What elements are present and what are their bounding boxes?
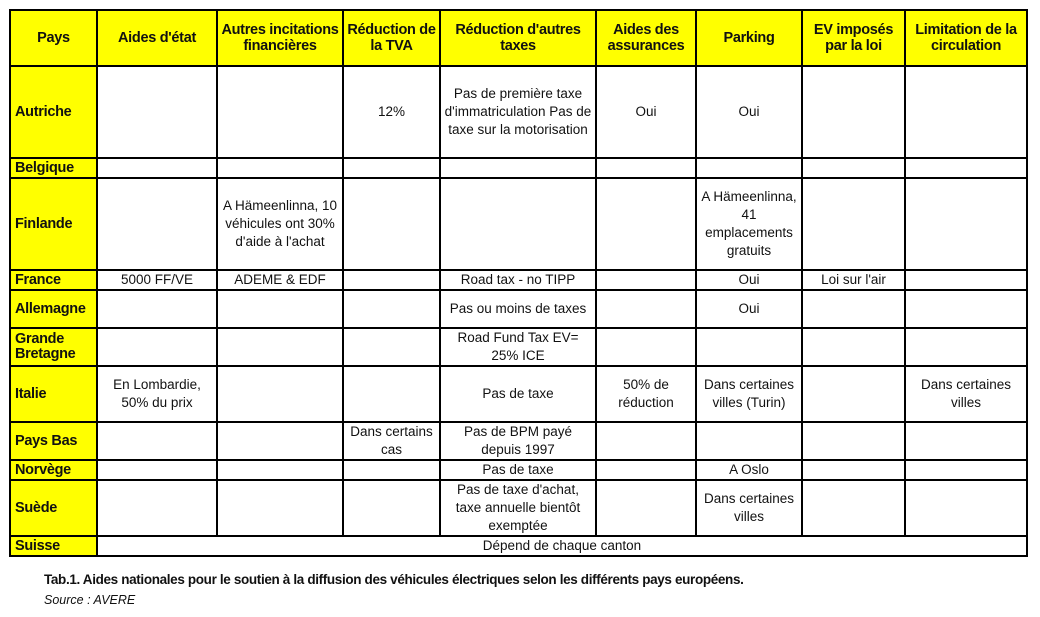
data-cell: A Oslo [696,460,802,480]
table-row [10,158,1027,178]
data-cell: Pas ou moins de taxes [440,290,596,328]
data-cell [696,328,802,366]
table-caption: Tab.1. Aides nationales pour le soutien à la diffusion des véhicules électriques selon les différents pays européens. [44,572,744,587]
table-row [10,66,1027,158]
data-cell [802,158,905,178]
table-row [10,290,1027,328]
data-cell [343,158,440,178]
data-cell [905,290,1027,328]
data-cell [905,480,1027,536]
data-cell [343,178,440,270]
header-cell: Pays [10,10,97,66]
country-cell: Suisse [10,536,97,556]
data-cell: Pas de taxe [440,460,596,480]
incentives-table [9,9,1028,557]
country-cell: Autriche [10,66,97,158]
data-cell: En Lombardie, 50% du prix [97,366,217,422]
data-cell [696,158,802,178]
table-row [10,178,1027,270]
data-cell [217,66,343,158]
data-cell [905,422,1027,460]
header-cell: Réduction de la TVA [343,10,440,66]
data-cell: Pas de BPM payé depuis 1997 [440,422,596,460]
country-cell: Suède [10,480,97,536]
data-cell [217,422,343,460]
data-cell [97,422,217,460]
data-cell [343,328,440,366]
data-cell [97,480,217,536]
data-cell: Road tax - no TIPP [440,270,596,290]
header-cell: Réduction d'autres taxes [440,10,596,66]
data-cell [97,66,217,158]
data-cell [905,460,1027,480]
data-cell: 5000 FF/VE [97,270,217,290]
data-cell [596,480,696,536]
data-cell [802,290,905,328]
header-cell: Aides des assurances [596,10,696,66]
data-cell [97,290,217,328]
data-cell [596,422,696,460]
data-cell [802,460,905,480]
data-cell [905,66,1027,158]
data-cell: Oui [696,66,802,158]
data-cell: Pas de première taxe d'immatriculation Pas de taxe sur la motorisation [440,66,596,158]
data-cell [905,328,1027,366]
table-row [10,422,1027,460]
table-row [10,328,1027,366]
data-cell [343,366,440,422]
data-cell [802,66,905,158]
data-cell: 50% de réduction [596,366,696,422]
data-cell [97,328,217,366]
country-cell: Allemagne [10,290,97,328]
data-cell: Dans certaines villes [696,480,802,536]
country-cell: Grande Bretagne [10,328,97,366]
data-cell [596,178,696,270]
data-cell: Pas de taxe [440,366,596,422]
data-cell [440,158,596,178]
data-cell: A Hämeenlinna, 41 emplacements gratuits [696,178,802,270]
country-cell: Pays Bas [10,422,97,460]
data-cell [97,460,217,480]
country-cell: France [10,270,97,290]
data-cell [440,178,596,270]
data-cell [343,480,440,536]
data-cell [217,158,343,178]
header-cell: Limitation de la circulation [905,10,1027,66]
data-cell [97,158,217,178]
data-cell [596,460,696,480]
data-cell [802,366,905,422]
data-cell: Loi sur l'air [802,270,905,290]
table-row [10,366,1027,422]
data-cell [905,158,1027,178]
data-cell [343,290,440,328]
data-cell [217,328,343,366]
data-cell [596,328,696,366]
header-cell: Parking [696,10,802,66]
data-cell: Pas de taxe d'achat, taxe annuelle bientôt exemptée [440,480,596,536]
data-cell [802,328,905,366]
data-cell: 12% [343,66,440,158]
data-cell [217,290,343,328]
data-cell [596,290,696,328]
country-cell: Italie [10,366,97,422]
data-cell [802,178,905,270]
data-cell [905,270,1027,290]
header-cell: Autres incitations financières [217,10,343,66]
data-cell [596,270,696,290]
header-cell: Aides d'état [97,10,217,66]
data-cell [97,178,217,270]
data-cell: ADEME & EDF [217,270,343,290]
country-cell: Belgique [10,158,97,178]
data-cell [217,366,343,422]
data-cell: Road Fund Tax EV= 25% ICE [440,328,596,366]
table-row [10,536,1027,556]
data-cell [343,460,440,480]
data-cell [696,422,802,460]
table-row [10,270,1027,290]
data-cell [596,158,696,178]
data-cell [905,178,1027,270]
data-cell: Oui [696,270,802,290]
data-cell: Dans certaines villes (Turin) [696,366,802,422]
data-cell [217,480,343,536]
data-cell: Dans certains cas [343,422,440,460]
data-cell: Oui [596,66,696,158]
table-row [10,460,1027,480]
data-cell [217,460,343,480]
data-cell: A Hämeenlinna, 10 véhicules ont 30% d'aide à l'achat [217,178,343,270]
table-row [10,480,1027,536]
country-cell: Finlande [10,178,97,270]
data-cell: Dépend de chaque canton [97,536,1027,556]
data-cell [343,270,440,290]
table-source: Source : AVERE [44,593,136,607]
header-cell: EV imposés par la loi [802,10,905,66]
header-row [10,10,1027,66]
country-cell: Norvège [10,460,97,480]
data-cell: Oui [696,290,802,328]
data-cell [802,480,905,536]
data-cell: Dans certaines villes [905,366,1027,422]
data-cell [802,422,905,460]
